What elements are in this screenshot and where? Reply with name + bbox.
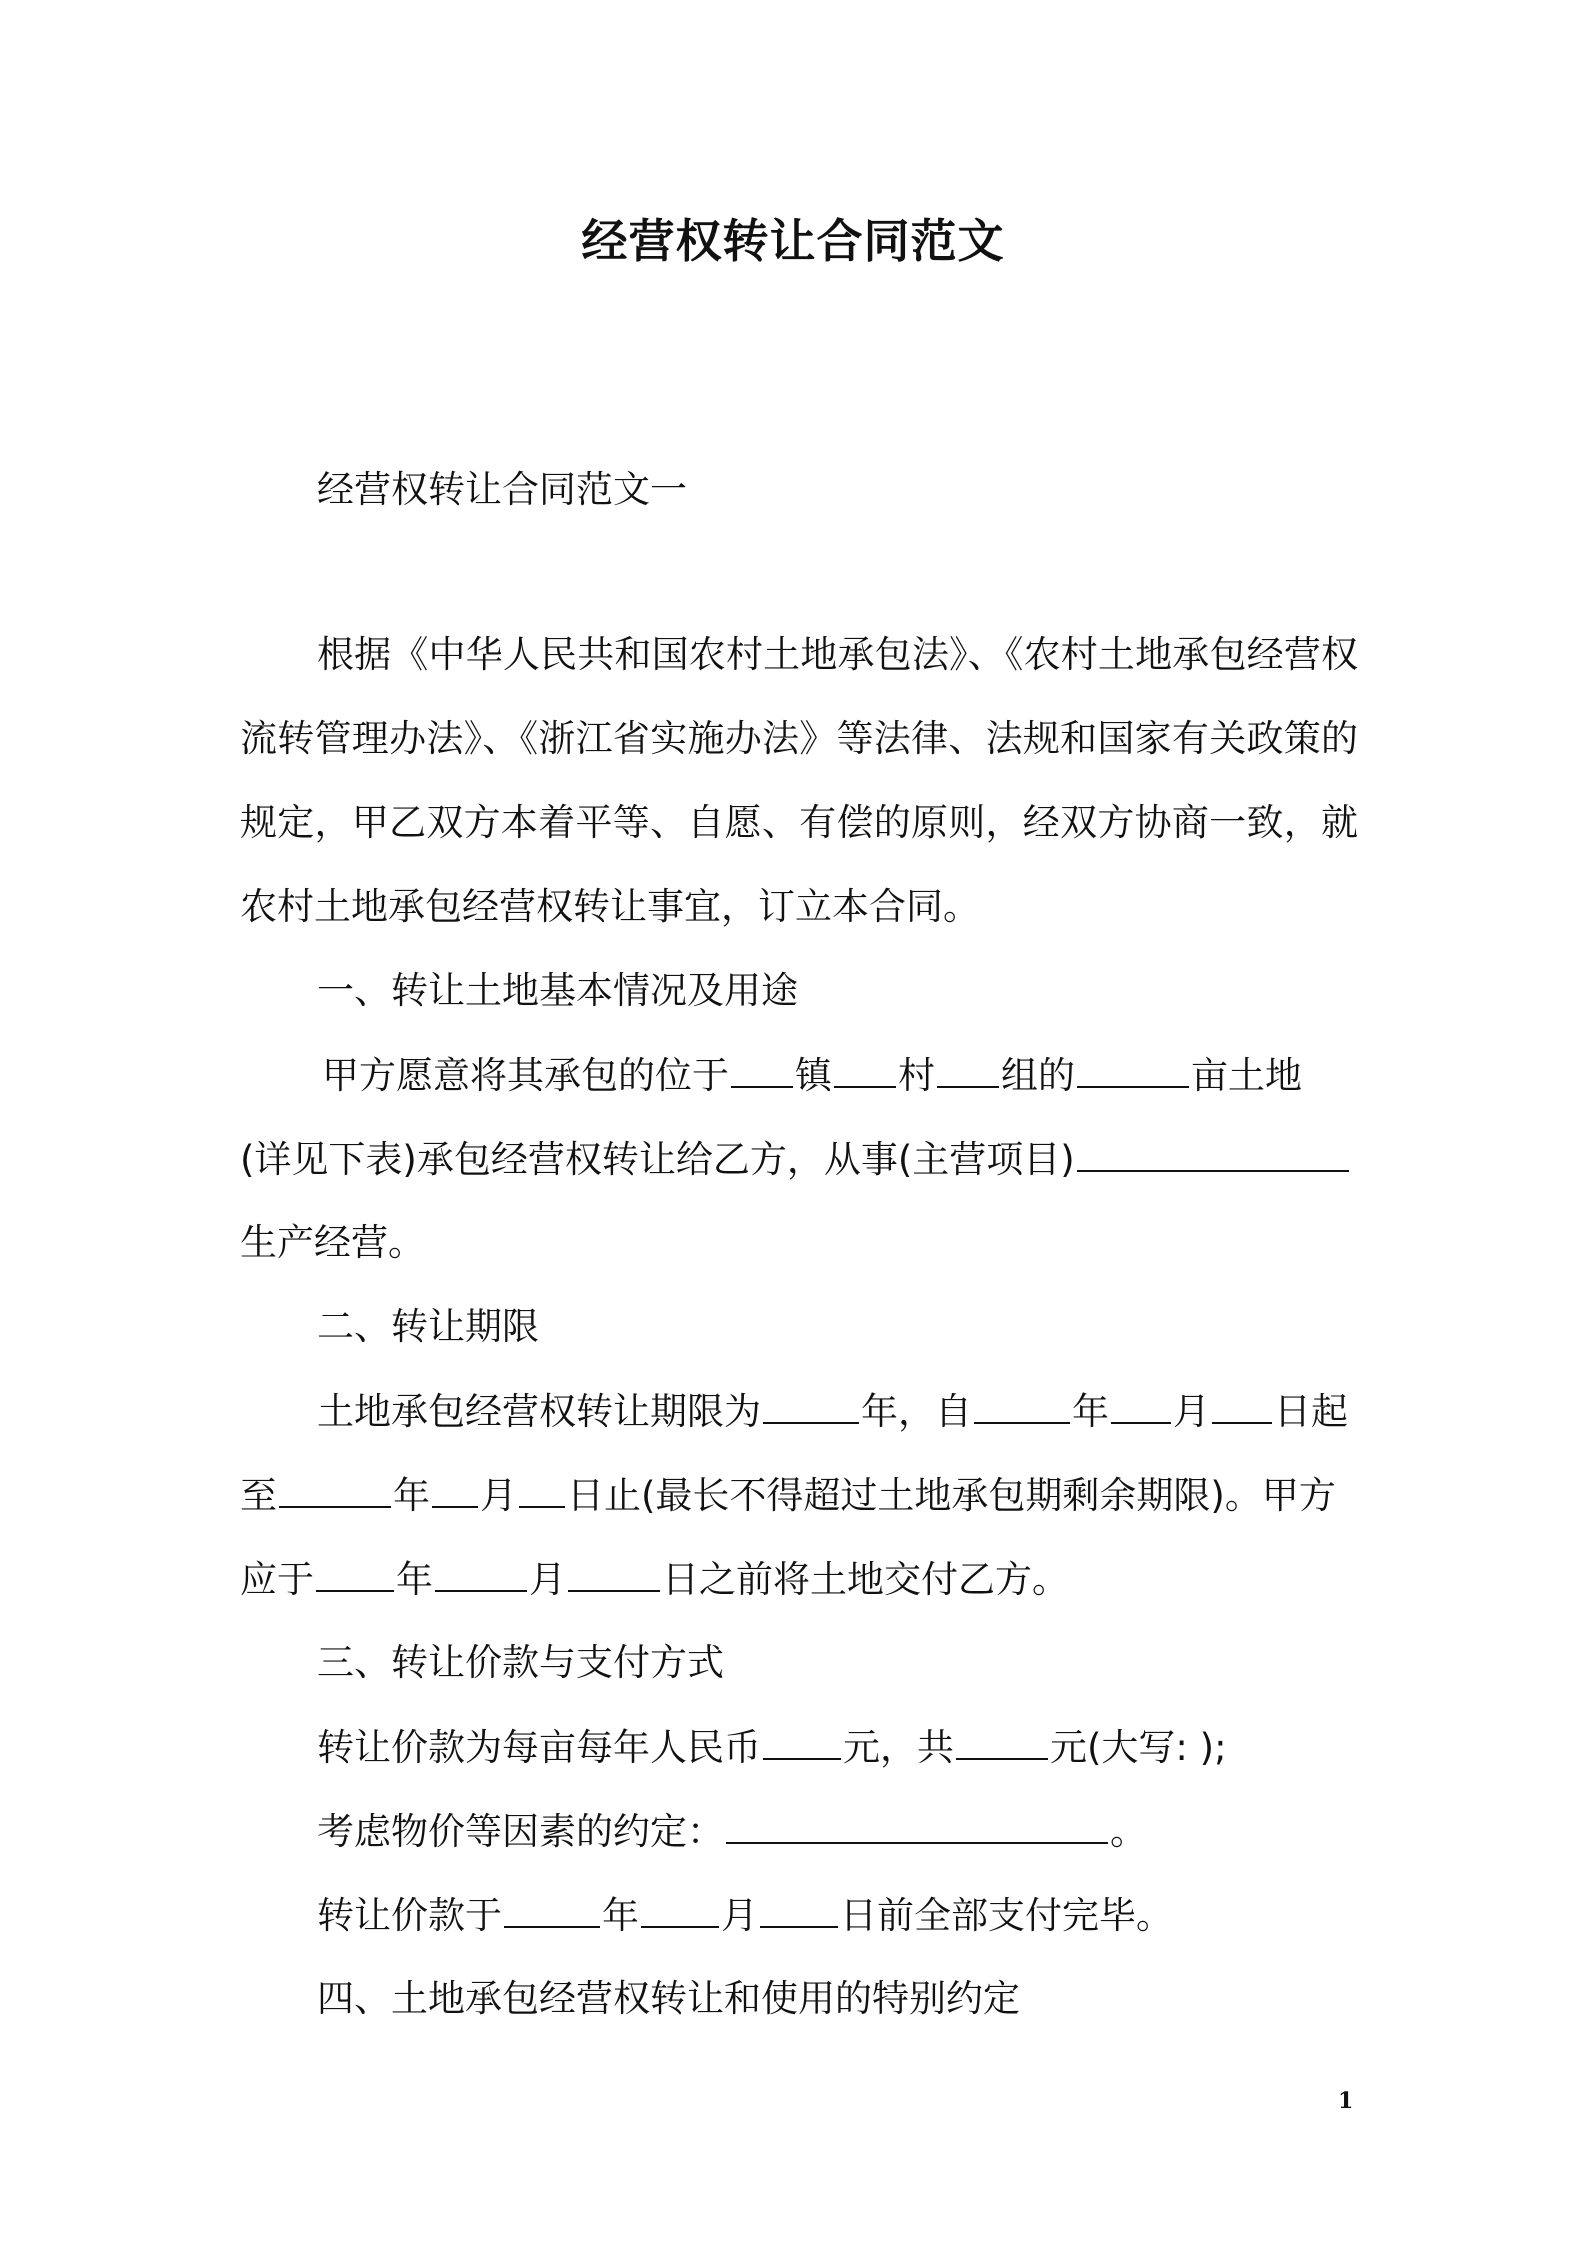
section-1-line-2: [240, 1134, 1358, 1185]
intro-line-3: 规定，甲乙双方本着平等、自愿、有偿的原则，经双方协商一致，就: [240, 801, 1358, 844]
text-segment: 年，自: [861, 1390, 972, 1433]
section-1-line-3: 生产经营。: [240, 1221, 425, 1264]
section-1-line-1: [322, 1050, 1440, 1101]
fill-blank-start-year: [974, 1386, 1070, 1424]
page-number: 1: [1338, 2088, 1354, 2114]
text-segment: (详见下表)承包经营权转让给乙方，从事(主营项目): [240, 1138, 1075, 1181]
text-segment: 月: [529, 1558, 566, 1601]
fill-blank-end-month: [432, 1470, 478, 1508]
text-segment: 年: [602, 1894, 639, 1937]
section-2-line-1: [317, 1386, 1358, 1437]
fill-blank-start-month: [1111, 1386, 1171, 1424]
text-segment: 月: [721, 1894, 758, 1937]
text-segment: 镇: [795, 1054, 832, 1097]
text-segment: 元，共: [843, 1726, 954, 1769]
intro-line-4: 农村土地承包经营权转让事宜，订立本合同。: [240, 885, 980, 928]
text-segment: 年: [393, 1474, 430, 1517]
text-segment: 年: [1072, 1390, 1109, 1433]
fill-blank-start-day: [1212, 1386, 1272, 1424]
fill-blank-pay-day: [760, 1890, 838, 1928]
text-segment: 组的: [1001, 1054, 1075, 1097]
text-segment: 月: [480, 1474, 517, 1517]
fill-blank-pay-year: [504, 1890, 600, 1928]
fill-blank-years: [763, 1386, 859, 1424]
text-segment: 日止(最长不得超过土地承包期剩余期限)。甲方: [567, 1474, 1336, 1517]
fill-blank-village: [834, 1050, 896, 1088]
section-3-heading: 三、转让价款与支付方式: [317, 1641, 724, 1684]
fill-blank-delivery-day: [568, 1554, 660, 1592]
text-segment: 应于: [240, 1558, 314, 1601]
text-segment: 土地承包经营权转让期限为: [317, 1390, 761, 1433]
section-1-heading: 一、转让土地基本情况及用途: [317, 969, 798, 1012]
text-segment: 考虑物价等因素的约定：: [317, 1810, 724, 1853]
section-2-heading: 二、转让期限: [317, 1305, 539, 1348]
section-3-line-1: [317, 1722, 1358, 1773]
section-2-line-2: [240, 1470, 1358, 1521]
text-segment: 至: [240, 1474, 277, 1517]
text-segment: 转让价款于: [317, 1894, 502, 1937]
fill-blank-area: [1077, 1050, 1189, 1088]
fill-blank-group: [937, 1050, 999, 1088]
text-segment: 甲方愿意将其承包的位于: [322, 1054, 729, 1097]
fill-blank-delivery-year: [316, 1554, 394, 1592]
text-segment: 元(大写: );: [1050, 1726, 1227, 1769]
fill-blank-price-agreement: [726, 1806, 1108, 1844]
section-3-line-3: [317, 1890, 1358, 1941]
section-3-line-2: [317, 1806, 1358, 1857]
section-4-heading: 四、土地承包经营权转让和使用的特别约定: [317, 1977, 1020, 2020]
text-segment: 村: [898, 1054, 935, 1097]
text-segment: 年: [396, 1558, 433, 1601]
document-title: 经营权转让合同范文: [581, 214, 1005, 268]
intro-line-2: 流转管理办法》、《浙江省实施办法》等法律、法规和国家有关政策的: [240, 717, 1358, 760]
text-segment: 转让价款为每亩每年人民币: [317, 1726, 761, 1769]
fill-blank-end-year: [279, 1470, 391, 1508]
fill-blank-pay-month: [641, 1890, 719, 1928]
text-segment: 日之前将土地交付乙方。: [662, 1558, 1069, 1601]
text-segment: 。: [1110, 1810, 1147, 1853]
intro-line-1: 根据《中华人民共和国农村土地承包法》、《农村土地承包经营权: [317, 633, 1358, 676]
text-segment: 日起: [1274, 1390, 1348, 1433]
fill-blank-end-day: [519, 1470, 565, 1508]
text-segment: 日前全部支付完毕。: [840, 1894, 1173, 1937]
fill-blank-price-per-mu: [763, 1722, 841, 1760]
fill-blank-town: [731, 1050, 793, 1088]
section-2-line-3: [240, 1554, 1358, 1605]
fill-blank-total-price: [956, 1722, 1048, 1760]
fill-blank-project: [1077, 1134, 1349, 1172]
contract-subtitle: 经营权转让合同范文一: [317, 468, 687, 511]
fill-blank-delivery-month: [435, 1554, 527, 1592]
text-segment: 月: [1173, 1390, 1210, 1433]
text-segment: 亩土地: [1191, 1054, 1302, 1097]
